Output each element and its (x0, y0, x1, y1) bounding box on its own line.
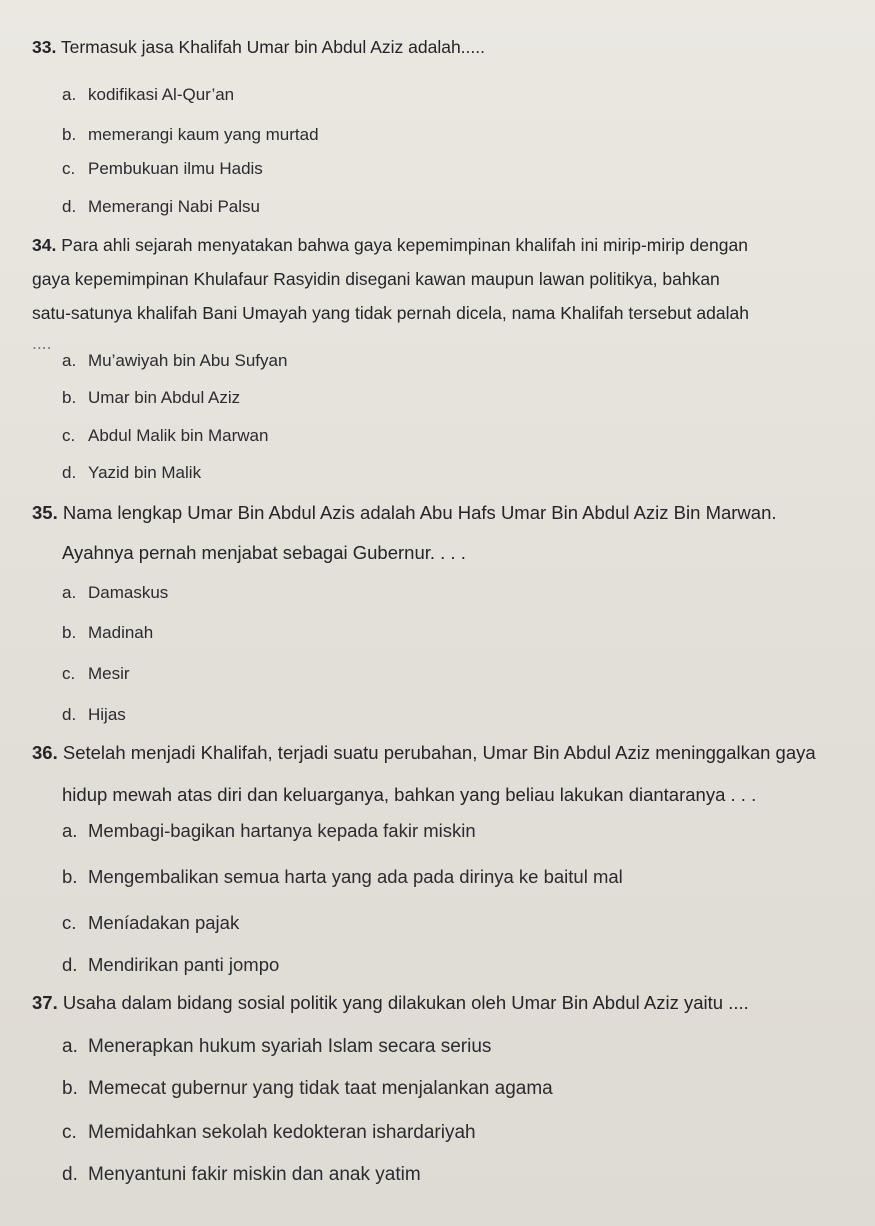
option-text: Memecat gubernur yang tidak taat menjalankan agama (88, 1078, 553, 1099)
option-33-a (62, 84, 842, 106)
option-text: Mengembalikan semua harta yang ada pada dirinya ke baitul mal (88, 866, 623, 887)
option-text: kodifikasi Al-Qur’an (88, 85, 235, 104)
option-letter: b. (62, 866, 78, 887)
option-text: Damaskus (88, 583, 169, 602)
option-text: Mu’awiyah bin Abu Sufyan (88, 351, 288, 370)
question-line: 34. Para ahli sejarah menyatakan bahwa gaya kepemimpinan khalifah ini mirip-mirip dengan (32, 235, 748, 255)
question-line: .... (32, 333, 52, 353)
option-36-c (62, 912, 842, 934)
question-line: satu-satunya khalifah Bani Umayah yang tidak pernah dicela, nama Khalifah tersebut adalah (32, 303, 749, 323)
option-33-c (62, 158, 842, 180)
option-34-a (62, 350, 842, 372)
option-text: Umar bin Abdul Aziz (88, 388, 241, 407)
option-37-c (62, 1122, 842, 1144)
option-37-d (62, 1164, 842, 1186)
option-text: Memerangi Nabi Palsu (88, 197, 260, 216)
option-33-d (62, 196, 842, 218)
option-36-a (62, 820, 842, 842)
question-line: 36. Setelah menjadi Khalifah, terjadi suatu perubahan, Umar Bin Abdul Aziz meninggalkan gaya (32, 742, 816, 763)
option-letter: a. (62, 85, 77, 104)
option-letter: a. (62, 583, 77, 602)
option-letter: b. (62, 623, 77, 642)
option-text: Menerapkan hukum syariah Islam secara serius (88, 1036, 492, 1057)
option-34-b (62, 387, 842, 409)
option-35-a (62, 582, 842, 604)
option-text: Menyantuni fakir miskin dan anak yatim (88, 1164, 421, 1185)
option-letter: c. (62, 426, 76, 445)
option-letter: b. (62, 1078, 78, 1099)
question-line: gaya kepemimpinan Khulafaur Rasyidin disegani kawan maupun lawan politikya, bahkan (32, 269, 720, 289)
question-text: Usaha dalam bidang sosial politik yang dilakukan oleh Umar Bin Abdul Aziz yaitu .... (62, 992, 749, 1013)
option-letter: d. (62, 954, 78, 975)
question-line: Ayahnya pernah menjabat sebagai Gubernur. . . . (62, 542, 466, 563)
question-line: 35. Nama lengkap Umar Bin Abdul Azis adalah Abu Hafs Umar Bin Abdul Aziz Bin Marwan. (32, 502, 777, 523)
option-text: Abdul Malik bin Marwan (88, 426, 269, 445)
option-34-d (62, 462, 842, 484)
option-37-b (62, 1078, 842, 1100)
option-text: Memidahkan sekolah kedokteran ishardariyah (88, 1122, 476, 1143)
option-letter: c. (62, 664, 76, 683)
question-33 (32, 34, 862, 60)
question-number: 36. (32, 742, 58, 763)
question-35 (32, 500, 862, 566)
option-letter: b. (62, 388, 77, 407)
option-text: Madinah (88, 623, 154, 642)
option-text: Hijas (88, 705, 126, 724)
question-number: 34. (32, 235, 57, 255)
option-text: memerangi kaum yang murtad (88, 125, 319, 144)
option-36-b (62, 866, 842, 888)
option-text: Yazid bin Malik (88, 463, 202, 482)
option-letter: d. (62, 1164, 78, 1185)
option-text: Membagi-bagikan hartanya kepada fakir miskin (88, 820, 476, 841)
option-text: Pembukuan ilmu Hadis (88, 159, 263, 178)
option-letter: a. (62, 351, 77, 370)
option-text: Mesir (88, 664, 130, 683)
question-text: Termasuk jasa Khalifah Umar bin Abdul Aziz adalah..... (60, 37, 485, 57)
question-line: hidup mewah atas diri dan keluarganya, bahkan yang beliau lakukan diantaranya . . . (62, 784, 757, 805)
question-number: 35. (32, 502, 58, 523)
option-letter: b. (62, 125, 77, 144)
question-number: 37. (32, 992, 58, 1013)
question-34 (32, 232, 862, 356)
option-letter: a. (62, 820, 78, 841)
option-36-d (62, 954, 842, 976)
option-letter: c. (62, 159, 76, 178)
option-letter: c. (62, 1122, 77, 1143)
option-letter: c. (62, 912, 77, 933)
option-33-b (62, 124, 842, 146)
question-37 (32, 990, 862, 1016)
option-35-c (62, 663, 842, 685)
question-number: 33. (32, 37, 57, 57)
question-36 (32, 740, 862, 808)
option-34-c (62, 425, 842, 447)
option-letter: a. (62, 1036, 78, 1057)
option-text: Mendirikan panti jompo (88, 954, 280, 975)
option-letter: d. (62, 197, 77, 216)
option-letter: d. (62, 463, 77, 482)
option-35-b (62, 622, 842, 644)
option-35-d (62, 704, 842, 726)
option-37-a (62, 1036, 842, 1058)
option-text: Meníadakan pajak (88, 912, 240, 933)
option-letter: d. (62, 705, 77, 724)
